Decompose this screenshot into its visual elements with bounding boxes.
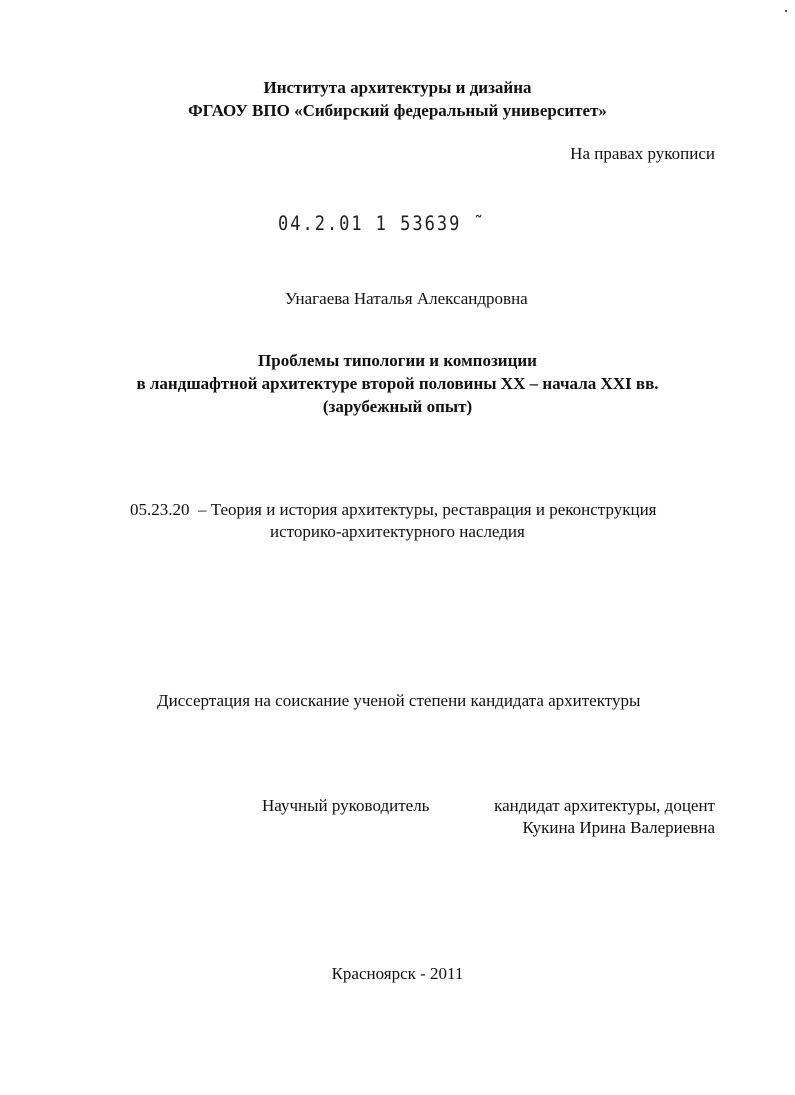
stamp-code: 04.2.01	[278, 212, 364, 236]
dissertation-title-line-3: (зарубежный опыт)	[322, 397, 473, 416]
dissertation-title-line-2: в ландшафтной архитектуре второй половины XX – начала XXI вв.	[136, 374, 659, 393]
scan-speck	[785, 10, 787, 12]
supervisor-label: Научный руководитель	[262, 796, 430, 815]
dissertation-title-line-1: Проблемы типологии и композиции	[258, 351, 537, 370]
registration-stamp	[278, 213, 486, 236]
institute-name: Института архитектуры и дизайна	[263, 78, 532, 97]
specialty-code-line: 05.23.20 – Теория и история архитектуры, реставрация и реконструкция	[130, 500, 657, 519]
stamp-number: 1 53639 ˜	[375, 212, 486, 236]
author-name: Унагаева Наталья Александровна	[285, 289, 528, 308]
supervisor-name: Кукина Ирина Валериевна	[522, 818, 715, 837]
university-name: ФГАОУ ВПО «Сибирский федеральный университет»	[188, 101, 607, 120]
place-and-year: Красноярск - 2011	[331, 964, 464, 983]
degree-statement: Диссертация на соискание ученой степени кандидата архитектуры	[157, 691, 641, 710]
supervisor-position: кандидат архитектуры, доцент	[494, 796, 715, 815]
manuscript-note: На правах рукописи	[570, 144, 715, 163]
specialty-continuation: историко-архитектурного наследия	[270, 522, 525, 541]
